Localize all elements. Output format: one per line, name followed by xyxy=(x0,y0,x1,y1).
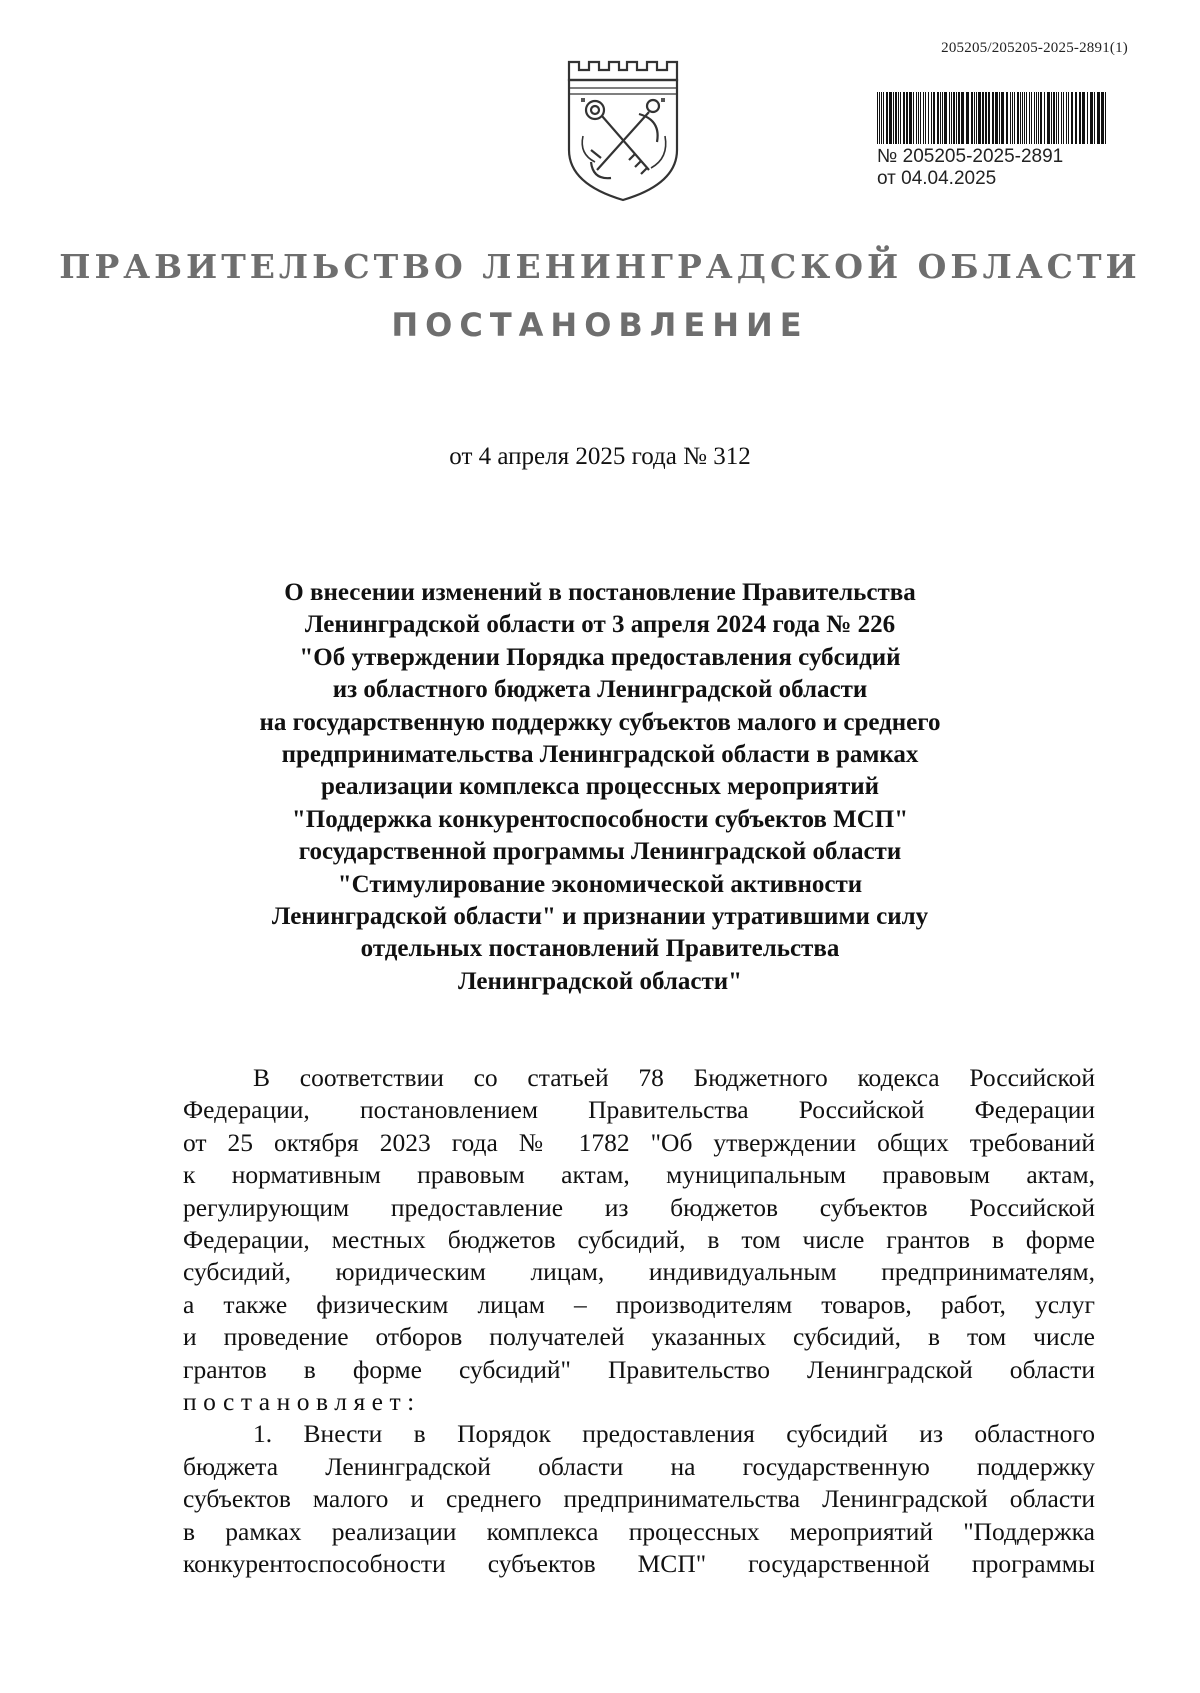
barcode-bar xyxy=(1058,92,1059,144)
barcode-bar xyxy=(956,92,957,144)
barcode-bar xyxy=(903,92,905,144)
barcode-bar xyxy=(1090,92,1093,144)
barcode-bar xyxy=(940,92,941,144)
barcode-bar xyxy=(1053,92,1055,144)
barcode-bar xyxy=(916,92,917,144)
barcode-bar xyxy=(982,92,984,144)
barcode-bar xyxy=(1022,92,1023,144)
preamble-paragraph xyxy=(183,1062,1095,1418)
registration-number: № 205205-2025-2891 xyxy=(877,146,1064,167)
coat-of-arms-icon xyxy=(561,58,685,202)
barcode-bar xyxy=(886,92,888,144)
barcode-bar xyxy=(1040,92,1042,144)
barcode-bar xyxy=(971,92,973,144)
document-heading xyxy=(0,577,1200,998)
document-date: от 4 апреля 2025 года № 312 xyxy=(449,443,751,470)
body-line: в рамках реализации комплекса процессных мероприятий "Поддержка xyxy=(183,1516,1095,1546)
barcode-bar xyxy=(879,92,880,144)
document-body xyxy=(183,1062,1095,1581)
barcode-bar xyxy=(1079,92,1081,144)
barcode-bar xyxy=(928,92,929,144)
barcode-bar xyxy=(1026,92,1027,144)
heading-line: Ленинградской области от 3 апреля 2024 года № 226 xyxy=(304,611,896,639)
barcode-bar xyxy=(909,92,912,144)
barcode-bar xyxy=(974,92,975,144)
barcode-bar xyxy=(1071,92,1073,144)
heading-line: из областного бюджета Ленинградской области xyxy=(332,676,868,704)
barcode-bar xyxy=(1051,92,1052,144)
barcode-bar xyxy=(1038,92,1039,144)
barcode-bar xyxy=(966,92,969,144)
barcode-bar xyxy=(1068,92,1069,144)
barcode-bar xyxy=(953,92,955,144)
barcode-icon xyxy=(877,92,1109,144)
body-line: а также физическим лицам – производителям товаров, работ, услуг xyxy=(183,1289,1095,1319)
barcode-bar xyxy=(1006,92,1008,144)
barcode-bar xyxy=(1063,92,1064,144)
heading-line: Ленинградской области" xyxy=(457,967,743,995)
item-1-paragraph xyxy=(183,1418,1095,1580)
barcode-bar xyxy=(1031,92,1032,144)
barcode-bar xyxy=(1020,92,1021,144)
body-line: субсидий, юридическим лицам, индивидуальным предпринимателям, xyxy=(183,1257,1095,1287)
heading-line: Ленинградской области" и признании утратившими силу xyxy=(271,903,929,931)
body-line: бюджета Ленинградской области на государственную поддержку xyxy=(183,1451,1095,1481)
barcode-bar xyxy=(1087,92,1088,144)
barcode-bar xyxy=(1066,92,1067,144)
barcode-bar xyxy=(1101,92,1104,144)
barcode-bar xyxy=(1001,92,1004,144)
barcode-bar xyxy=(949,92,950,144)
barcode-bar xyxy=(988,92,990,144)
barcode-bar xyxy=(881,92,882,144)
barcode-bar xyxy=(1082,92,1085,144)
resolves-word: постановляет: xyxy=(183,1387,421,1417)
body-line: 1. Внести в Порядок предоставления субсидий из областного xyxy=(253,1419,1095,1449)
barcode-bar xyxy=(1029,92,1030,144)
barcode-bar xyxy=(925,92,926,144)
barcode-bar xyxy=(937,92,939,144)
heading-line: "Стимулирование экономической активности xyxy=(337,870,863,898)
barcode-bar xyxy=(877,92,878,144)
document-reference: 205205/205205-2025-2891(1) xyxy=(941,40,1128,56)
heading-line: на государственную поддержку субъектов малого и среднего xyxy=(259,708,941,736)
body-line: В соответствии со статьей 78 Бюджетного кодекса Российской xyxy=(253,1063,1095,1092)
barcode-bar xyxy=(923,92,924,144)
body-line: Федерации, постановлением Правительства Российской Федерации xyxy=(183,1095,1095,1125)
barcode-bar xyxy=(1061,92,1062,144)
barcode-bar xyxy=(1010,92,1011,144)
barcode-bar xyxy=(1024,92,1025,144)
barcode-bar xyxy=(995,92,998,144)
barcode-bar xyxy=(999,92,1000,144)
barcode-bar xyxy=(1097,92,1100,144)
heading-line: О внесении изменений в постановление Правительства xyxy=(284,579,916,606)
body-line: субъектов малого и среднего предпринимательства Ленинградской области xyxy=(183,1484,1095,1514)
heading-line: "Об утверждении Порядка предоставления субсидий xyxy=(299,643,901,671)
barcode-bar xyxy=(906,92,908,144)
barcode-bar xyxy=(1047,92,1050,144)
barcode-bar xyxy=(944,92,947,144)
barcode-bar xyxy=(1044,92,1045,144)
registration-block xyxy=(877,92,1109,190)
barcode-bar xyxy=(889,92,892,144)
heading-line: реализации комплекса процессных мероприятий xyxy=(320,773,880,801)
barcode-bar xyxy=(992,92,994,144)
barcode-bar xyxy=(1056,92,1057,144)
barcode-bar xyxy=(1036,92,1037,144)
barcode-bar xyxy=(895,92,897,144)
heading-line: "Поддержка конкурентоспособности субъектов МСП" xyxy=(291,805,909,833)
barcode-bar xyxy=(1012,92,1013,144)
body-line: и проведение отборов получателей указанных субсидий, в том числе xyxy=(183,1322,1095,1352)
barcode-bar xyxy=(920,92,921,144)
barcode-bar xyxy=(1017,92,1019,144)
document-type-title: ПОСТАНОВЛЕНИЕ xyxy=(391,306,809,344)
barcode-bar xyxy=(961,92,964,144)
barcode-bar xyxy=(1094,92,1095,144)
barcode-bar xyxy=(951,92,952,144)
barcode-bar xyxy=(883,92,884,144)
barcode-bar xyxy=(933,92,935,144)
barcode-bar xyxy=(900,92,901,144)
barcode-bar xyxy=(1014,92,1015,144)
barcode-bar xyxy=(931,92,932,144)
organization-title: ПРАВИТЕЛЬСТВО ЛЕНИНГРАДСКОЙ ОБЛАСТИ xyxy=(59,247,1141,286)
body-line: к нормативным правовым актам, муниципальным правовым актам, xyxy=(183,1160,1095,1190)
body-line: конкурентоспособности субъектов МСП" государственной программы xyxy=(183,1549,1095,1579)
body-line: Федерации, местных бюджетов субсидий, в том числе грантов в форме xyxy=(183,1225,1095,1255)
barcode-bar xyxy=(976,92,977,144)
barcode-bar xyxy=(942,92,943,144)
body-line: регулирующим предоставление из бюджетов субъектов Российской xyxy=(183,1192,1095,1222)
barcode-bar xyxy=(918,92,919,144)
registration-date: от 04.04.2025 xyxy=(877,168,997,189)
heading-line: отдельных постановлений Правительства xyxy=(360,935,840,963)
barcode-bar xyxy=(898,92,899,144)
barcode-bar xyxy=(958,92,960,144)
body-line: от 25 октября 2023 года № 1782 "Об утверждении общих требований xyxy=(183,1127,1095,1157)
barcode-bar xyxy=(1034,92,1035,144)
barcode-bar xyxy=(1075,92,1077,144)
barcode-bar xyxy=(1105,92,1106,144)
barcode-bar xyxy=(978,92,981,144)
heading-line: предпринимательства Ленинградской области в рамках xyxy=(281,741,919,769)
barcode-bar xyxy=(893,92,894,144)
barcode-bar xyxy=(985,92,987,144)
heading-line: государственной программы Ленинградской области xyxy=(298,838,902,866)
body-line: грантов в форме субсидий" Правительство Ленинградской области xyxy=(183,1354,1095,1384)
barcode-bar xyxy=(913,92,914,144)
